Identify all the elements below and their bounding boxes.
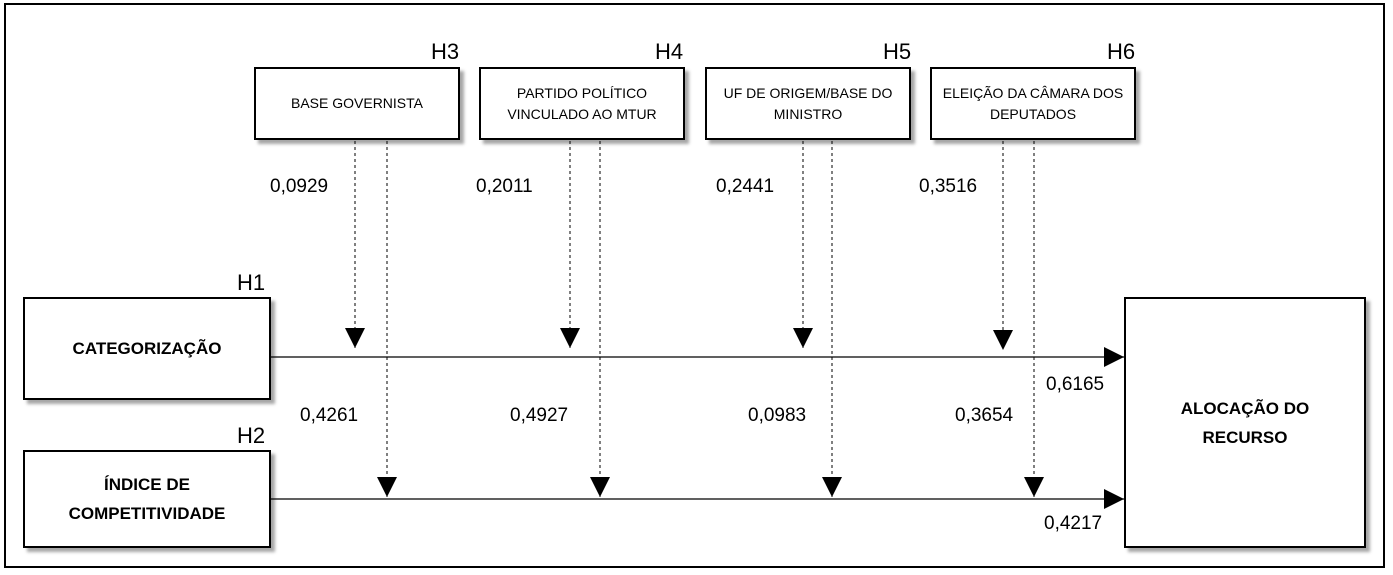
indice-competitividade-label: ÍNDICE DE COMPETITIVIDADE bbox=[68, 475, 226, 523]
moderator-partido-box bbox=[479, 67, 685, 140]
hypothesis-h2-label: H2 bbox=[237, 423, 266, 448]
coef-h4-indice: 0,4927 bbox=[510, 405, 569, 426]
hypothesis-h5-label: H5 bbox=[883, 39, 912, 64]
moderator-uf-label: UF DE ORIGEM/BASE DO MINISTRO bbox=[723, 84, 893, 122]
moderator-eleicao-box bbox=[930, 67, 1136, 140]
coef-h4-categorizacao: 0,2011 bbox=[476, 176, 533, 197]
hypothesis-h1-label: H1 bbox=[237, 270, 266, 295]
hypothesis-h3-label: H3 bbox=[431, 39, 460, 64]
moderator-base-governista-label: BASE GOVERNISTA bbox=[291, 95, 423, 111]
alocacao-recurso-label: ALOCAÇÃO DO RECURSO bbox=[1180, 398, 1310, 447]
indice-competitividade-box bbox=[23, 450, 271, 548]
moderator-uf-box bbox=[705, 67, 911, 140]
hypothesis-h4-label: H4 bbox=[655, 39, 684, 64]
moderator-partido-label: PARTIDO POLÍTICO VINCULADO AO MTUR bbox=[507, 84, 657, 122]
coef-h6-indice: 0,3654 bbox=[955, 405, 1014, 426]
coef-h5-indice: 0,0983 bbox=[748, 405, 807, 426]
moderator-eleicao-label: ELEIÇÃO DA CÂMARA DOS DEPUTADOS bbox=[942, 84, 1124, 122]
coef-h5-categorizacao: 0,2441 bbox=[716, 176, 775, 197]
alocacao-recurso-box bbox=[1124, 297, 1366, 548]
coef-h3-indice: 0,4261 bbox=[300, 405, 359, 426]
hypothesis-h6-label: H6 bbox=[1107, 39, 1136, 64]
coef-h6-categorizacao: 0,3516 bbox=[919, 176, 978, 197]
categorizacao-box bbox=[23, 297, 271, 400]
coef-h2-direct: 0,4217 bbox=[1044, 513, 1103, 534]
categorizacao-label: CATEGORIZAÇÃO bbox=[72, 339, 222, 358]
moderator-base-governista-box bbox=[254, 67, 460, 140]
coef-h3-categorizacao: 0,0929 bbox=[270, 176, 329, 197]
coef-h1-direct: 0,6165 bbox=[1046, 374, 1105, 395]
